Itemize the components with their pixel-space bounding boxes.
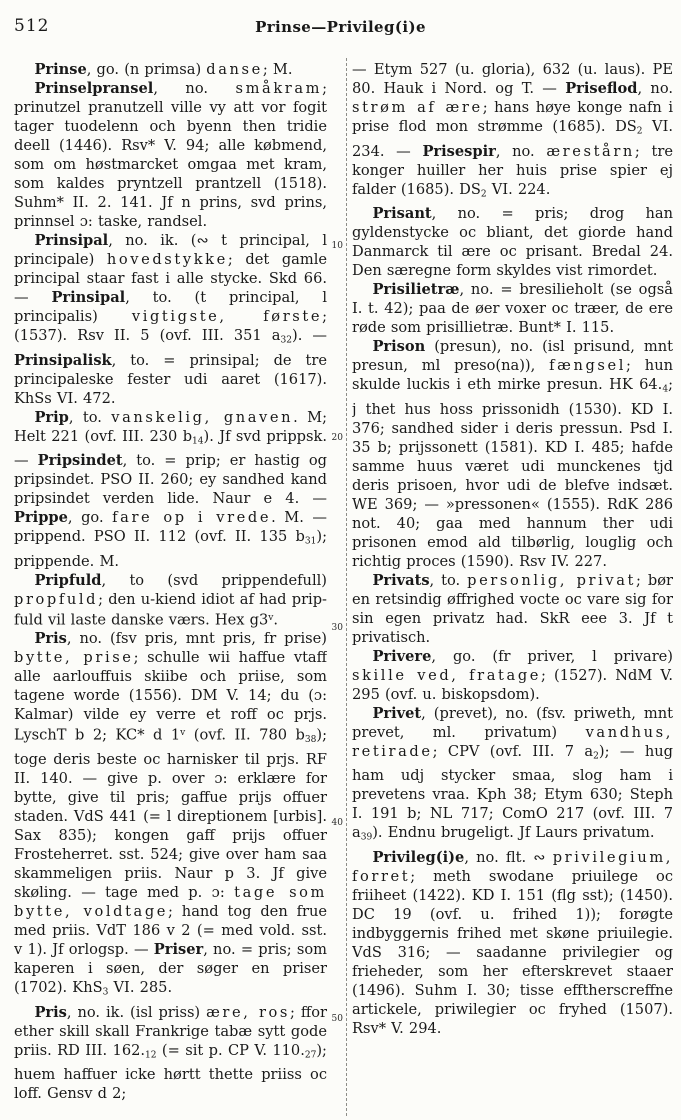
entry-headword: Prison bbox=[372, 338, 426, 356]
entry-text: 12 bbox=[145, 1050, 157, 1061]
entry-text: tage som bytte, voldtage bbox=[14, 884, 327, 921]
entry-text: 2 bbox=[636, 126, 643, 137]
entry-text: ; hun skulde luckis i eth mirke presun. HK 64. bbox=[352, 357, 673, 394]
entry-headword: Pripsindet bbox=[37, 452, 123, 470]
entry-text: (ovf. II. 780 b bbox=[185, 726, 305, 744]
entry-text: , no. = pris; drog han gyldenstycke oc bliant, det giorde hand Danmarck til ære oc prisant. Bredal 24. Den særegne form skyldes vist rimordet. bbox=[352, 205, 673, 280]
entry-text: . bbox=[273, 611, 279, 629]
entry-text: 31 bbox=[304, 536, 317, 547]
entry-text: VI. 224. bbox=[486, 180, 551, 198]
entry-text: skille ved, fratage bbox=[352, 666, 542, 684]
entry-headword: Prisilietræ bbox=[372, 281, 460, 299]
entry-text: 39 bbox=[360, 832, 373, 843]
entry-text: ). Endnu brugeligt. Jf Laurs privatum. bbox=[372, 824, 655, 842]
entry-text: ; hand tog den frue med priis. VdT 186 v 2 (= med vold. sst. v 1). Jf orlogsp. — bbox=[14, 903, 327, 959]
entry-text: ; bør en retsindig øffrighed vocte oc vare sig for sin egen privatz had. SkR eee 3. Jf t privatisch. bbox=[352, 571, 673, 646]
entry-text: , to. bbox=[429, 571, 468, 589]
entry-text: ). Jf svd prippsk. — bbox=[14, 427, 327, 470]
entry-text: ; hans høye konge nafn i prise flod mon strømme (1685). DS bbox=[352, 99, 673, 135]
dictionary-entry bbox=[14, 79, 327, 231]
entry-text: 32 bbox=[280, 335, 292, 346]
entry-text: småkram bbox=[235, 80, 323, 97]
entry-text: , to. (t principal, l principalis) bbox=[14, 289, 327, 325]
entry-text: , no. bbox=[495, 142, 547, 160]
entry-text: , no. = bresilieholt (se også I. t. 42); paa de øer voxer oc træer, de ere røde som prisillietræ. Bunt* I. 115. bbox=[352, 281, 673, 337]
dictionary-entry bbox=[352, 60, 673, 204]
entry-text: VI. 234. — bbox=[352, 118, 673, 160]
entry-headword: Privet bbox=[372, 704, 422, 722]
entry-headword: Privere bbox=[372, 647, 432, 665]
dictionary-entry bbox=[352, 848, 673, 1038]
entry-text: VI. 285. bbox=[108, 979, 173, 997]
entry-text: ærestårn bbox=[546, 142, 635, 160]
gutter-line-number-10: 10 bbox=[331, 241, 343, 251]
entry-text: strøm af ære bbox=[352, 99, 483, 116]
entry-text: ; schulle wii haffue vtaff alle aarlouffuis skiibe och priise, som tagene worde (1556). DM V. 14; du (ɔ: Kalmar) vilde ey verre et roff oc prjs. LyschT b 2; KC* d 1 bbox=[14, 649, 327, 744]
entry-text: ; CPV (ovf. III. 7 a bbox=[432, 742, 594, 760]
entry-text: ; den u-kiend idiot af had prip-fuld vil laste danske værs. Hex g3 bbox=[14, 590, 327, 629]
entry-text: , no. ik. (isl priss) bbox=[66, 1003, 207, 1021]
entry-headword: Priseflod bbox=[565, 80, 638, 97]
dictionary-entry bbox=[14, 571, 327, 630]
dictionary-entry bbox=[352, 280, 673, 337]
text-column-left bbox=[14, 60, 327, 1120]
entry-text: ); prippende. M. bbox=[14, 528, 327, 570]
entry-text: , (prevet), no. (fsv. priweth, mnt prevet, ml. privatum) bbox=[352, 704, 673, 741]
entry-text: 4 bbox=[662, 384, 669, 395]
gutter-line-number-20: 20 bbox=[331, 433, 343, 443]
entry-text: danse bbox=[206, 61, 263, 78]
entry-text: 14 bbox=[192, 436, 204, 447]
page-number: 512 bbox=[14, 16, 50, 36]
entry-text: 38 bbox=[304, 735, 317, 746]
text-column-right bbox=[352, 60, 673, 1120]
dictionary-entry bbox=[352, 704, 673, 848]
dictionary-entry bbox=[14, 60, 327, 79]
entry-text: 2 bbox=[593, 751, 599, 762]
gutter-line-number-40: 40 bbox=[331, 818, 343, 828]
gutter-line-number-50: 50 bbox=[331, 1014, 343, 1024]
entry-text: , no. (fsv pris, mnt pris, fr prise) bbox=[66, 630, 327, 648]
entry-text: v bbox=[268, 612, 274, 623]
entry-text: ; (1527). NdM V. 295 (ovf. u. biskopsdom). bbox=[352, 666, 673, 703]
entry-text: , no. flt. ∾ bbox=[464, 848, 553, 866]
entry-text: 27 bbox=[304, 1050, 317, 1061]
dictionary-entry bbox=[14, 629, 327, 1003]
entry-text: . M. — prippend. PSO II. 112 (ovf. II. 135 b bbox=[14, 509, 327, 546]
page-header bbox=[0, 16, 681, 42]
entry-text: , to (svd prippendefull) bbox=[101, 571, 327, 589]
column-divider bbox=[346, 58, 347, 1116]
entry-text: , go. bbox=[67, 509, 113, 527]
entry-text: — Etym 527 (u. gloria), 632 (u. laus). PE 80. Hauk i Nord. og T. — bbox=[352, 61, 673, 97]
dictionary-entry bbox=[352, 647, 673, 704]
entry-headword: Pris bbox=[34, 1003, 67, 1021]
entry-text: , no. bbox=[153, 80, 236, 97]
entry-text: ; M. bbox=[262, 61, 293, 78]
entry-text: privilegium, forret bbox=[352, 848, 673, 885]
entry-headword: Prisespir bbox=[422, 142, 496, 160]
entry-headword: Privileg(i)e bbox=[372, 848, 465, 866]
entry-text: , to. = prinsipal; de tre principaleske fester udi aaret (1617). KhSs VI. 472. bbox=[14, 351, 327, 407]
entry-text: ; j thet hus hoss prissonidh (1530). KD I. 376; sandhed sider i deris pressun. Psd I. 35 b; prijssonett (1581). KD I. 485; hafde samme huus været udi munckenes tjd deris prisoen, hvor udi de blefve indsæt. WE 369; — »pressonen« (1555). RdK 286 not. 40; gaa med hannum ther udi prisonen emod ald tilbørlig, louglig och richtig proces (1590). Rsv IV. 227. bbox=[352, 376, 673, 570]
entry-text: . M; Helt 221 (ovf. III. 230 b bbox=[14, 408, 327, 445]
entry-text: , go. (fr priver, l privare) bbox=[431, 647, 673, 665]
entry-text: 2 bbox=[480, 189, 487, 200]
dictionary-entry bbox=[352, 571, 673, 647]
entry-text: hovedstykke bbox=[106, 251, 228, 268]
entry-text: bytte, prise bbox=[14, 649, 134, 667]
entry-text: ; prinutzel pranutzell ville vy att vor fogit tager tuodelenn och byenn then tridie deell (1446). Rsv* V. 94; alle købmend, som om høstmarcket omgaa met kram, som kaldes pryntzell prantzell (1518). Suhm* II. 2. 141. Jf n prins, svd prins, prinnsel ɔ: taske, randsel. bbox=[14, 80, 327, 230]
entry-text: ). — bbox=[292, 327, 327, 344]
entry-headword: Prippe bbox=[14, 509, 68, 527]
entry-text: propfuld bbox=[14, 590, 99, 608]
entry-text: fængsel bbox=[549, 357, 626, 375]
entry-text: , no. = pris; som kaperen i søen, der søger en priser (1702). KhS bbox=[14, 941, 327, 997]
entry-text: ); huem haffuer icke hørtt thette priiss oc loff. Gensv d 2; bbox=[14, 1041, 327, 1103]
entry-text: , no. ik. (∾ t principal, l principale) bbox=[14, 232, 327, 268]
entry-headword: Prinsipalisk bbox=[14, 351, 112, 369]
entry-text: (presun), no. (isl prisund, mnt presun, ml preso(na)), bbox=[352, 338, 673, 375]
entry-text: ; det gamle principal staar fast i alle stycke. Skd 66. — bbox=[14, 251, 327, 306]
entry-text: vigtigste, første bbox=[131, 308, 323, 325]
entry-text: 3 bbox=[102, 987, 109, 998]
entry-text: ære, ros bbox=[206, 1003, 291, 1021]
entry-headword: Priser bbox=[153, 941, 204, 959]
entry-text: (= sit p. CP V. 110. bbox=[156, 1041, 305, 1059]
dictionary-entry bbox=[14, 408, 327, 571]
entry-text: v bbox=[180, 728, 186, 739]
entry-headword: Prinse bbox=[34, 61, 87, 78]
entry-text: , to. = prip; er hastig og pripsindet. PSO II. 260; ey sandhed kand pripsindet verden lide. Naur e 4. — bbox=[14, 452, 327, 508]
entry-headword: Pripfuld bbox=[34, 571, 102, 589]
entry-text: personlig, privat bbox=[467, 571, 637, 589]
entry-text: ); — hug ham udj stycker smaa, slog ham i prevetens vraa. Kph 38; Etym 630; Steph I. 191 b; NL 717; ComO 217 (ovf. III. 7 a bbox=[352, 742, 673, 842]
entry-headword: Prinselpransel bbox=[34, 80, 154, 97]
dictionary-entry bbox=[352, 337, 673, 571]
gutter-line-number-30: 30 bbox=[331, 623, 343, 633]
entry-text: ; tre konger huiller her huis prise spier ej falder (1685). DS bbox=[352, 142, 673, 198]
entry-text: ; meth swodane priuilege oc friiheet (1422). KD I. 151 (flg sst); (1450). DC 19 (ovf. u. frihed 1)); forøgte indbyggernis frihed met skøne priuilegie. VdS 316; — saadanne privilegier og frieheder, som her efterskrevet staaer (1496). Suhm I. 30; tisse efftherscreffne artickele, priwilegier oc fryhed (1507). Rsv* V. 294. bbox=[352, 867, 673, 1037]
entry-text: ); toge deris beste oc harnisker til prjs. RF II. 140. — give p. over ɔ: erklære for bytte, give til pris; gaffue prijs offuer staden. VdS 441 (= l direptionem [urbis]. Sax 835); kongen gaff prijs offuer Frosteherret. sst. 524; give over ham saa skammeligen priis. Naur p 3. Jf give skøling. — tage med p. ɔ: bbox=[14, 726, 327, 902]
dictionary-entry bbox=[352, 204, 673, 280]
entry-text: ; ffor ether skill skall Frankrige tabæ sytt gode priis. RD III. 162. bbox=[14, 1003, 327, 1059]
entry-headword: Privats bbox=[372, 571, 430, 589]
entry-headword: Pris bbox=[34, 630, 67, 648]
entry-headword: Prip bbox=[34, 408, 69, 426]
running-title: Prinse—Privileg(i)e bbox=[255, 18, 426, 36]
entry-headword: Prinsipal bbox=[34, 232, 109, 249]
entry-text: fare op i vrede bbox=[112, 509, 272, 527]
entry-text: , go. (n primsa) bbox=[86, 61, 207, 78]
dictionary-entry bbox=[14, 231, 327, 408]
dictionary-entry bbox=[14, 1003, 327, 1104]
entry-headword: Prisant bbox=[372, 205, 432, 223]
entry-text: , to. bbox=[68, 408, 112, 426]
entry-text: ; (1537). Rsv II. 5 (ovf. III. 351 a bbox=[14, 308, 327, 344]
entry-text: , no. bbox=[637, 80, 673, 97]
entry-headword: Prinsipal bbox=[51, 289, 126, 306]
entry-text: vandhus, retirade bbox=[352, 723, 673, 760]
entry-text: vanskelig, gnaven bbox=[111, 408, 294, 426]
